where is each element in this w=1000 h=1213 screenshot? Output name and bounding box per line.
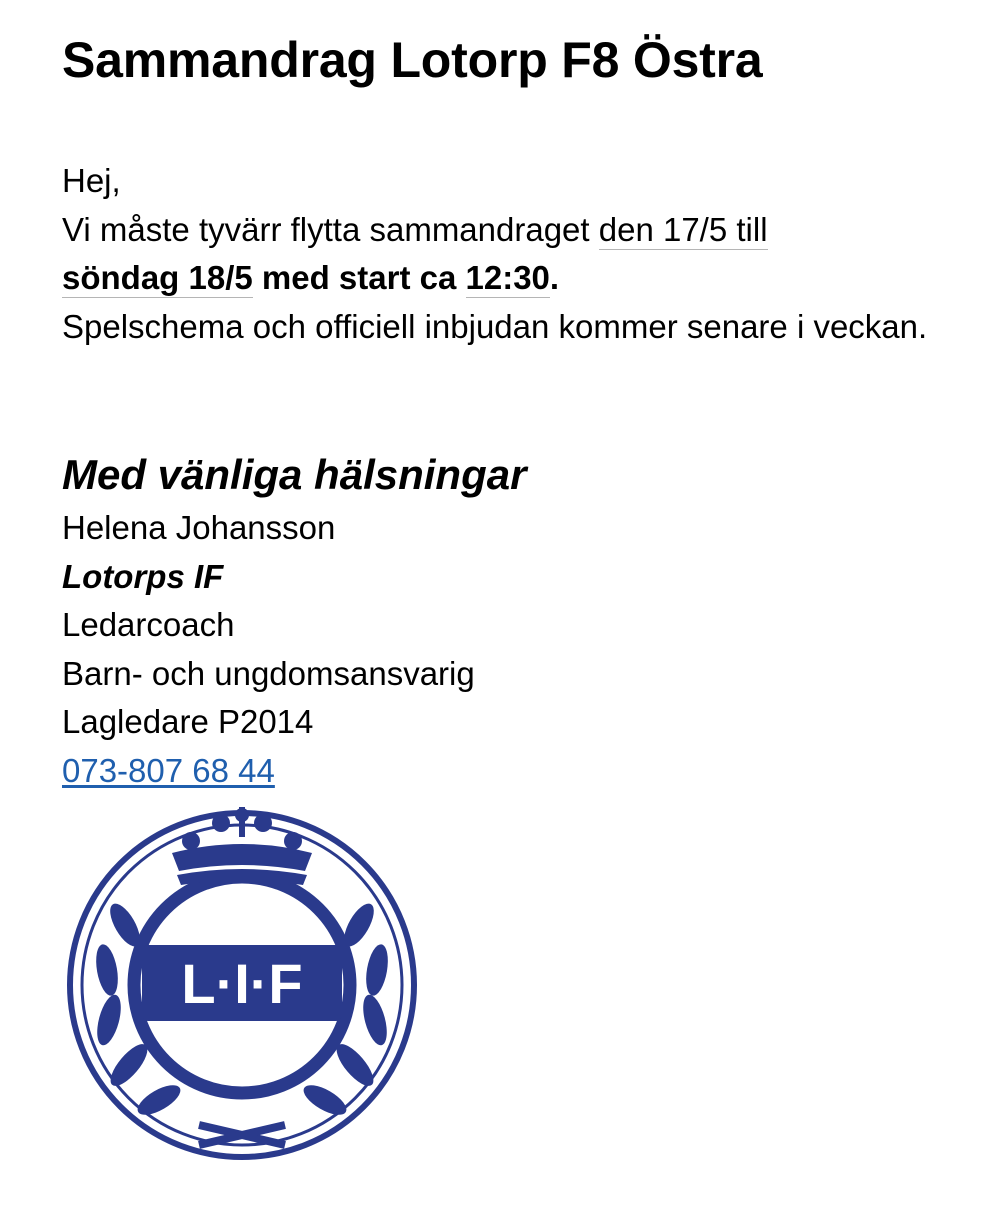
signature-closing: Med vänliga hälsningar bbox=[62, 451, 527, 498]
signature-title-3: Lagledare P2014 bbox=[62, 703, 314, 740]
new-date-link[interactable]: söndag 18/5 bbox=[62, 259, 253, 296]
greeting-text: Hej, bbox=[62, 162, 121, 199]
phone-link[interactable]: 073-807 68 44 bbox=[62, 751, 275, 789]
club-logo bbox=[59, 795, 425, 1161]
date-link[interactable]: den 17/5 till bbox=[598, 210, 768, 248]
period-text: . bbox=[549, 259, 560, 296]
schedule-text: Spelschema och officiell inbjudan kommer senare i veckan. bbox=[62, 307, 928, 345]
email-subject: Sammandrag Lotorp F8 Östra bbox=[62, 32, 763, 88]
signature-block bbox=[62, 504, 475, 795]
time-link[interactable]: 12:30 bbox=[465, 259, 550, 296]
signature-name: Helena Johansson bbox=[62, 509, 336, 546]
message-paragraph bbox=[62, 206, 942, 352]
logo-text: L·I·F bbox=[181, 952, 303, 1015]
start-text: med start ca bbox=[252, 259, 466, 296]
signature-club: Lotorps IF bbox=[62, 557, 224, 595]
signature-title-1: Ledarcoach bbox=[62, 606, 235, 643]
message-line-text: Vi måste tyvärr flytta sammandraget bbox=[62, 210, 599, 248]
signature-title-2: Barn- och ungdomsansvarig bbox=[62, 654, 475, 692]
email-body bbox=[62, 157, 942, 351]
